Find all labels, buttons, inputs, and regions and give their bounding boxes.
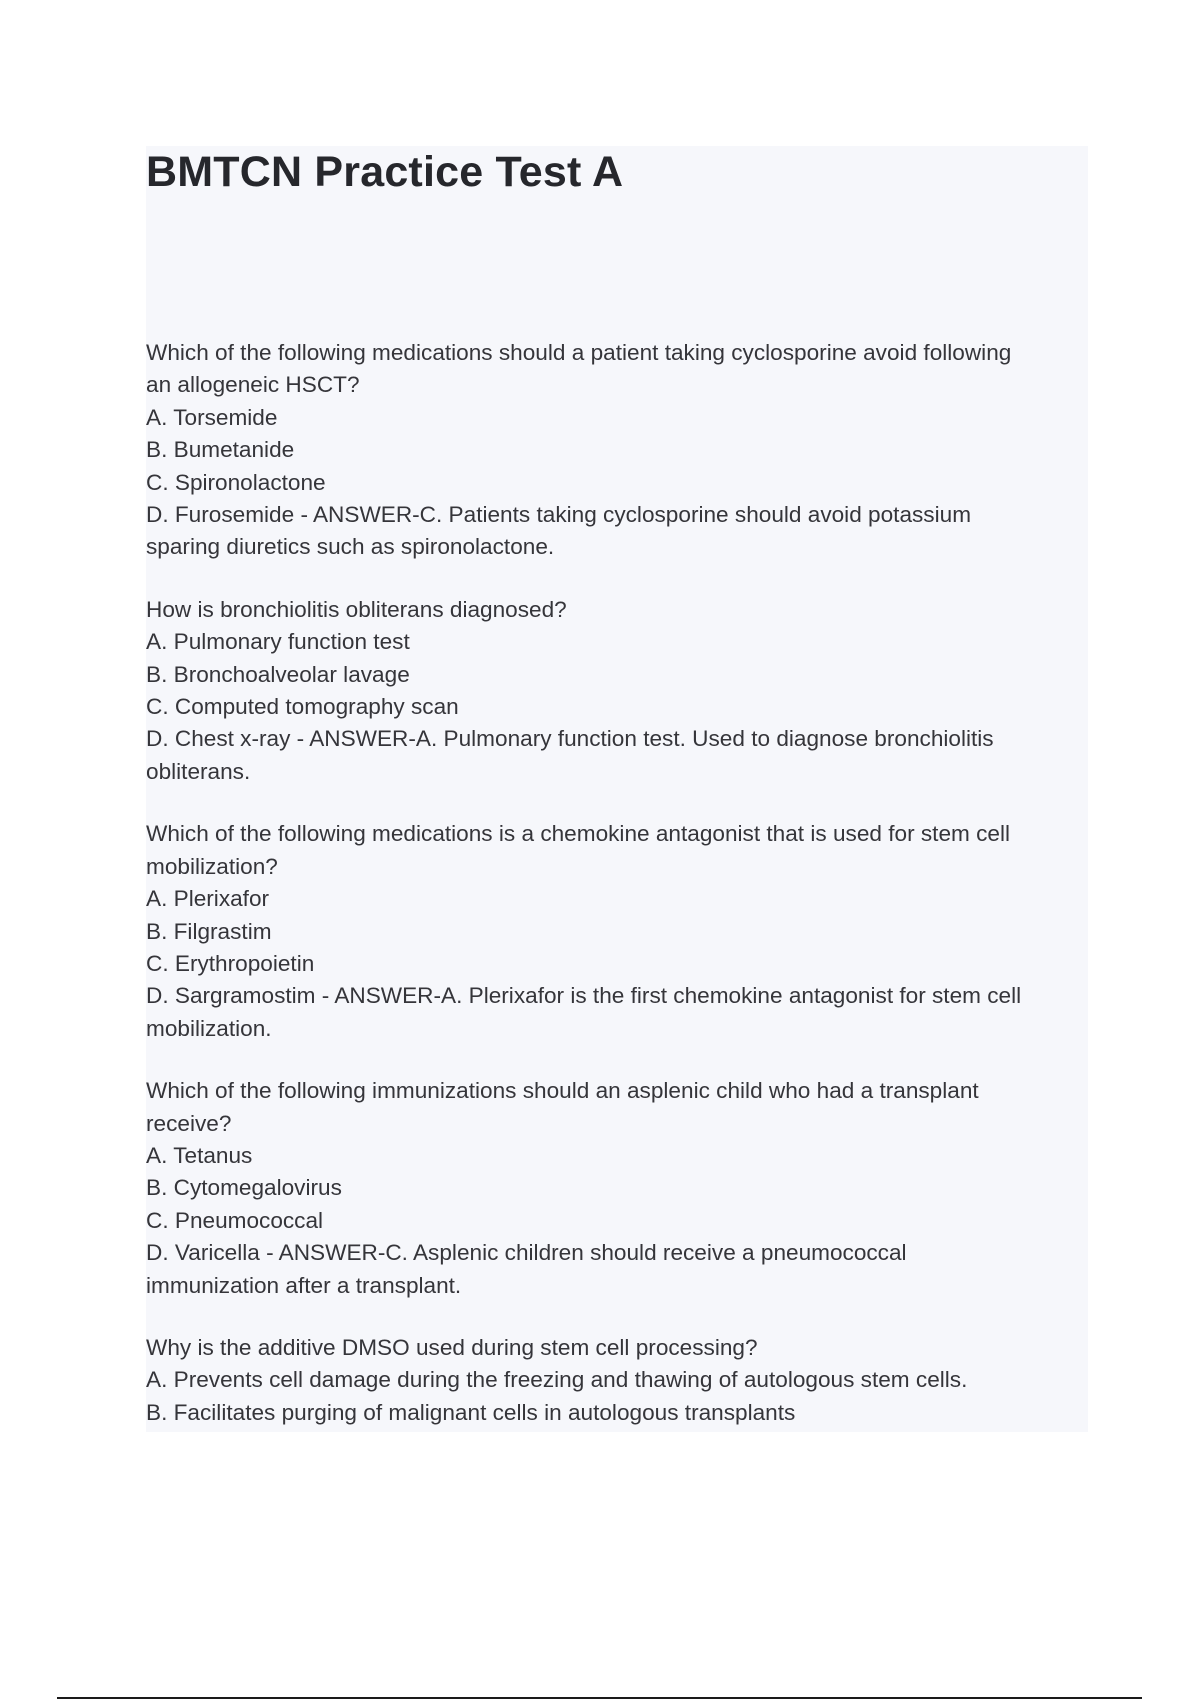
question-block: [146, 1332, 1088, 1429]
answer-option: B. Filgrastim: [146, 918, 272, 944]
answer-option: B. Facilitates purging of malignant cells in autologous transplants: [146, 1399, 796, 1425]
question-text-line: an allogeneic HSCT?: [146, 372, 360, 398]
question-text-line: Why is the additive DMSO used during stem cell processing?: [146, 1334, 758, 1360]
answer-option: A. Prevents cell damage during the freezing and thawing of autologous stem cells.: [146, 1367, 968, 1393]
answer-option: A. Pulmonary function test: [146, 629, 410, 655]
answer-option-with-explanation: D. Varicella - ANSWER-C. Asplenic children should receive a pneumococcal: [146, 1240, 907, 1266]
answer-option: B. Cytomegalovirus: [146, 1175, 342, 1201]
question-text-line: How is bronchiolitis obliterans diagnosed?: [146, 596, 567, 622]
question-block: [146, 818, 1088, 1045]
answer-explanation-line: sparing diuretics such as spironolactone.: [146, 534, 555, 560]
answer-explanation-line: obliterans.: [146, 758, 251, 784]
answer-option: B. Bumetanide: [146, 437, 295, 463]
question-block: [146, 337, 1088, 564]
question-text-line: Which of the following medications should a patient taking cyclosporine avoid following: [146, 340, 1012, 365]
answer-option-with-explanation: D. Chest x-ray - ANSWER-A. Pulmonary function test. Used to diagnose bronchiolitis: [146, 726, 994, 752]
question-list: [146, 337, 1088, 1429]
answer-option: C. Pneumococcal: [146, 1207, 324, 1233]
answer-explanation-line: mobilization.: [146, 1015, 272, 1041]
answer-option-with-explanation: D. Sargramostim - ANSWER-A. Plerixafor is the first chemokine antagonist for stem cell: [146, 983, 1022, 1009]
answer-explanation-line: immunization after a transplant.: [146, 1272, 462, 1298]
question-block: [146, 1075, 1088, 1302]
answer-option: A. Plerixafor: [146, 886, 270, 912]
question-text-line: receive?: [146, 1110, 232, 1136]
answer-option: C. Computed tomography scan: [146, 694, 459, 720]
question-text-line: Which of the following immunizations should an asplenic child who had a transplant: [146, 1078, 979, 1104]
answer-option: B. Bronchoalveolar lavage: [146, 661, 410, 687]
answer-option: A. Tetanus: [146, 1142, 253, 1168]
question-text-line: Which of the following medications is a chemokine antagonist that is used for stem cell: [146, 821, 1011, 847]
document-title: BMTCN Practice Test A: [146, 148, 624, 196]
answer-option-with-explanation: D. Furosemide - ANSWER-C. Patients taking cyclosporine should avoid potassium: [146, 502, 972, 528]
answer-option: C. Spironolactone: [146, 469, 326, 495]
question-block: [146, 594, 1088, 788]
page-bottom-rule: [57, 1697, 1142, 1699]
question-text-line: mobilization?: [146, 853, 278, 879]
answer-option: A. Torsemide: [146, 404, 278, 430]
answer-option: C. Erythropoietin: [146, 950, 315, 976]
